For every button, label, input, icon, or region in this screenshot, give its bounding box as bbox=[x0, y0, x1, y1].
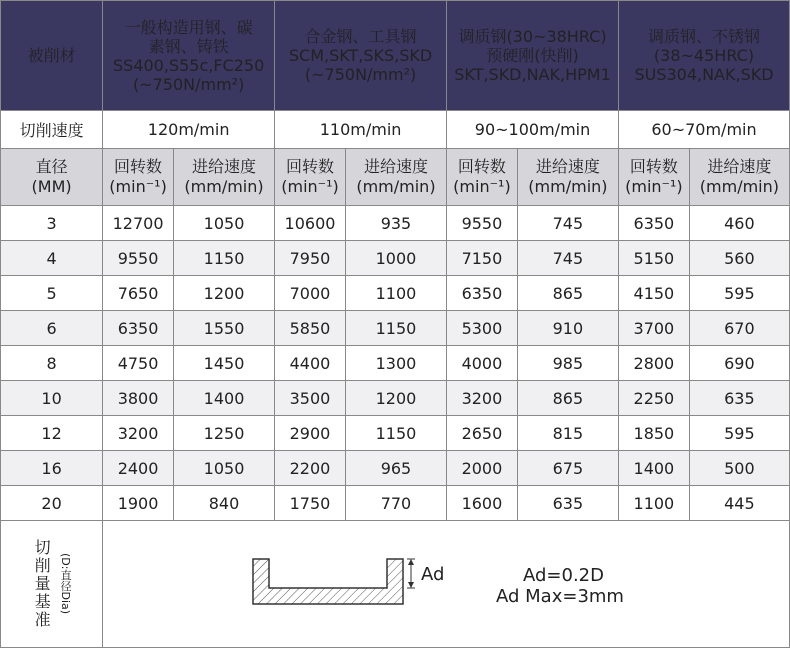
table-cell: 865 bbox=[517, 381, 618, 416]
table-cell: 2000 bbox=[447, 451, 518, 486]
table-row bbox=[1, 451, 790, 486]
diameter-cell: 3 bbox=[1, 206, 103, 241]
diameter-cell: 8 bbox=[1, 346, 103, 381]
table-cell: 1600 bbox=[447, 486, 518, 521]
diameter-cell: 16 bbox=[1, 451, 103, 486]
rpm-header: 回转数 (min⁻¹) bbox=[618, 149, 689, 206]
cutting-basis-row bbox=[1, 521, 790, 648]
table-cell: 12700 bbox=[103, 206, 174, 241]
table-cell: 6350 bbox=[447, 276, 518, 311]
table-cell: 1050 bbox=[173, 451, 274, 486]
table-cell: 2900 bbox=[275, 416, 346, 451]
table-row bbox=[1, 346, 790, 381]
table-cell: 9550 bbox=[103, 241, 174, 276]
diameter-cell: 6 bbox=[1, 311, 103, 346]
table-cell: 7000 bbox=[275, 276, 346, 311]
table-cell: 2400 bbox=[103, 451, 174, 486]
channel-profile bbox=[253, 559, 403, 604]
table-cell: 6350 bbox=[103, 311, 174, 346]
table-cell: 1400 bbox=[618, 451, 689, 486]
table-cell: 4150 bbox=[618, 276, 689, 311]
table-cell: 1400 bbox=[173, 381, 274, 416]
table-row bbox=[1, 311, 790, 346]
table-cell: 3700 bbox=[618, 311, 689, 346]
table-cell: 7650 bbox=[103, 276, 174, 311]
material-label: 被削材 bbox=[1, 1, 103, 111]
table-cell: 910 bbox=[517, 311, 618, 346]
table-cell: 4750 bbox=[103, 346, 174, 381]
table-row bbox=[1, 486, 790, 521]
table-cell: 460 bbox=[689, 206, 789, 241]
table-cell: 595 bbox=[689, 276, 789, 311]
table-cell: 1200 bbox=[345, 381, 446, 416]
table-cell: 3200 bbox=[447, 381, 518, 416]
table-cell: 3500 bbox=[275, 381, 346, 416]
table-cell: 4000 bbox=[447, 346, 518, 381]
table-cell: 690 bbox=[689, 346, 789, 381]
material-group-1: 一般构造用钢、碳 素钢、铸铁 SS400,S55c,FC250 (~750N/mm²) bbox=[103, 1, 275, 111]
channel-profile-illustration bbox=[103, 521, 789, 647]
table-cell: 635 bbox=[517, 486, 618, 521]
table-cell: 2250 bbox=[618, 381, 689, 416]
cutting-basis-diagram-cell bbox=[103, 521, 790, 648]
table-cell: 4400 bbox=[275, 346, 346, 381]
table-cell: 7950 bbox=[275, 241, 346, 276]
table-cell: 815 bbox=[517, 416, 618, 451]
table-cell: 5300 bbox=[447, 311, 518, 346]
table-cell: 840 bbox=[173, 486, 274, 521]
table-cell: 1300 bbox=[345, 346, 446, 381]
table-cell: 10600 bbox=[275, 206, 346, 241]
diameter-cell: 12 bbox=[1, 416, 103, 451]
rpm-header: 回转数 (min⁻¹) bbox=[275, 149, 346, 206]
table-cell: 635 bbox=[689, 381, 789, 416]
feed-header: 进给速度 (mm/min) bbox=[517, 149, 618, 206]
cutting-speed-value: 60~70m/min bbox=[618, 111, 789, 149]
table-cell: 1150 bbox=[173, 241, 274, 276]
table-row bbox=[1, 416, 790, 451]
table-cell: 1550 bbox=[173, 311, 274, 346]
diameter-cell: 4 bbox=[1, 241, 103, 276]
table-cell: 500 bbox=[689, 451, 789, 486]
table-cell: 9550 bbox=[447, 206, 518, 241]
ad-arrow-up bbox=[408, 559, 414, 565]
cutting-basis-label: 切削量基准 bbox=[32, 539, 52, 629]
table-cell: 1000 bbox=[345, 241, 446, 276]
table-cell: 560 bbox=[689, 241, 789, 276]
table-cell: 2800 bbox=[618, 346, 689, 381]
table-cell: 2650 bbox=[447, 416, 518, 451]
table-cell: 965 bbox=[345, 451, 446, 486]
rpm-header: 回转数 (min⁻¹) bbox=[103, 149, 174, 206]
material-group-2: 合金钢、工具钢 SCM,SKT,SKS,SKD (~750N/mm²) bbox=[275, 1, 447, 111]
table-row bbox=[1, 381, 790, 416]
table-cell: 3200 bbox=[103, 416, 174, 451]
feed-header: 进给速度 (mm/min) bbox=[173, 149, 274, 206]
table-cell: 745 bbox=[517, 206, 618, 241]
cutting-basis-label-cell bbox=[1, 521, 103, 648]
table-cell: 770 bbox=[345, 486, 446, 521]
diameter-cell: 10 bbox=[1, 381, 103, 416]
table-cell: 1100 bbox=[345, 276, 446, 311]
table-cell: 445 bbox=[689, 486, 789, 521]
table-cell: 3800 bbox=[103, 381, 174, 416]
table-cell: 745 bbox=[517, 241, 618, 276]
table-cell: 595 bbox=[689, 416, 789, 451]
table-cell: 1450 bbox=[173, 346, 274, 381]
table-row bbox=[1, 241, 790, 276]
table-cell: 865 bbox=[517, 276, 618, 311]
diameter-header: 直径 (MM) bbox=[1, 149, 103, 206]
table-cell: 1250 bbox=[173, 416, 274, 451]
table-cell: 1200 bbox=[173, 276, 274, 311]
rpm-header: 回转数 (min⁻¹) bbox=[447, 149, 518, 206]
material-group-3: 调质钢(30~38HRC) 预硬刚(快削) SKT,SKD,NAK,HPM1 bbox=[447, 1, 619, 111]
feed-header: 进给速度 (mm/min) bbox=[345, 149, 446, 206]
cutting-speed-value: 110m/min bbox=[275, 111, 447, 149]
table-cell: 670 bbox=[689, 311, 789, 346]
cutting-depth-diagram bbox=[103, 521, 789, 647]
ad-arrow-down bbox=[408, 582, 414, 588]
diameter-cell: 5 bbox=[1, 276, 103, 311]
table-cell: 675 bbox=[517, 451, 618, 486]
cutting-speed-value: 90~100m/min bbox=[447, 111, 619, 149]
table-cell: 5850 bbox=[275, 311, 346, 346]
table-cell: 1150 bbox=[345, 311, 446, 346]
table-cell: 5150 bbox=[618, 241, 689, 276]
cutting-speed-label: 切削速度 bbox=[1, 111, 103, 149]
cutting-basis-sublabel: (D:直径Dia) bbox=[59, 553, 73, 615]
ad-label: Ad bbox=[421, 564, 445, 585]
feed-header: 进给速度 (mm/min) bbox=[689, 149, 789, 206]
table-row bbox=[1, 276, 790, 311]
cutting-speed-value: 120m/min bbox=[103, 111, 275, 149]
table-cell: 1050 bbox=[173, 206, 274, 241]
table-cell: 1150 bbox=[345, 416, 446, 451]
table-cell: 935 bbox=[345, 206, 446, 241]
ad-formula: Ad=0.2D bbox=[523, 565, 605, 586]
cutting-speed-row bbox=[1, 111, 790, 149]
ad-max: Ad Max=3mm bbox=[496, 586, 625, 607]
table-cell: 2200 bbox=[275, 451, 346, 486]
material-group-4: 调质钢、不锈钢 (38~45HRC) SUS304,NAK,SKD bbox=[618, 1, 789, 111]
table-cell: 7150 bbox=[447, 241, 518, 276]
material-header-row bbox=[1, 1, 790, 111]
table-cell: 1100 bbox=[618, 486, 689, 521]
table-cell: 1750 bbox=[275, 486, 346, 521]
table-cell: 1850 bbox=[618, 416, 689, 451]
table-cell: 6350 bbox=[618, 206, 689, 241]
table-row bbox=[1, 206, 790, 241]
table-cell: 1900 bbox=[103, 486, 174, 521]
column-subheader-row bbox=[1, 149, 790, 206]
diameter-cell: 20 bbox=[1, 486, 103, 521]
table-cell: 985 bbox=[517, 346, 618, 381]
